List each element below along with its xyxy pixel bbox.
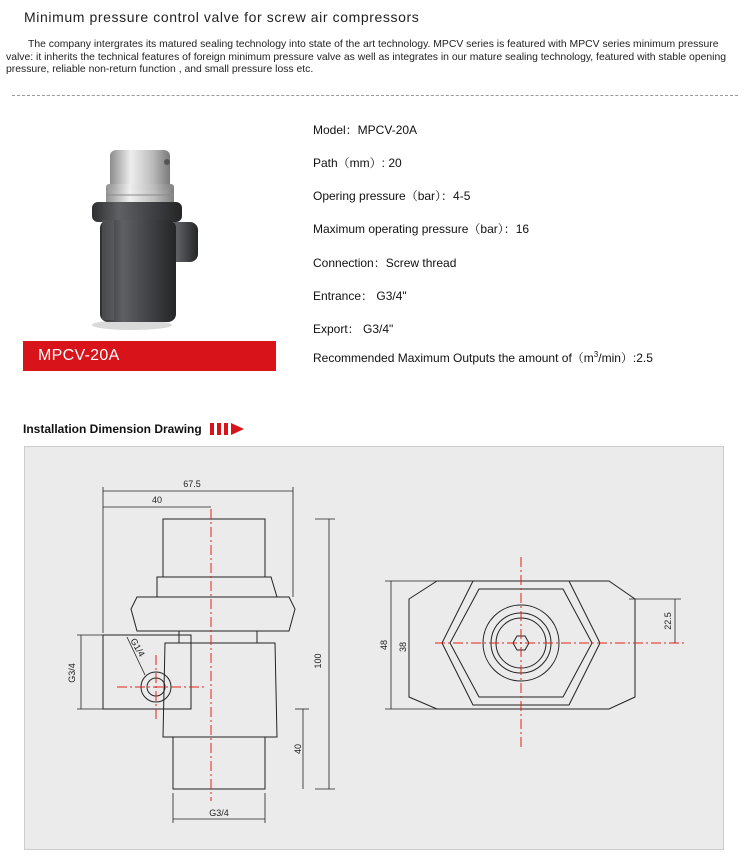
dashed-divider [12,95,738,96]
spec-recommended-output [313,349,653,366]
dim-top-inner: 38 [398,641,408,653]
model-label: MPCV-20A [38,347,120,364]
spec-recommended-suffix: /min）:2.5 [598,351,653,365]
section-arrow-icon [210,421,250,437]
dimension-drawing [25,447,725,851]
spec-path: Path（mm）: 20 [313,156,402,170]
dim-top-offset: 22.5 [663,612,673,630]
drawing-section-title: Installation Dimension Drawing [23,422,202,436]
model-label-bar [23,341,276,371]
dim-top-outer: 48 [379,639,389,651]
spec-entrance: Entrance： G3/4" [313,289,407,303]
page-title: Minimum pressure control valve for screw air compressors [24,9,420,25]
intro-paragraph: The company intergrates its matured sealing technology into state of the art technology. MPCV series is featured with MPCV series minimum pressure valve: it inherits the technical features of foreign minimum pressure valve as well as integrates in our mature sealing technology, featured with stable opening pressure, reliable non-return function , and small pressure loss etc. [6,39,727,76]
dim-overall-width: 67.5 [183,479,201,489]
dim-side-port: G3/4 [67,663,77,683]
product-photo [80,140,200,340]
spec-opening-pressure: Opering pressure（bar）：4-5 [313,189,471,203]
dim-bottom-port: G3/4 [209,808,229,818]
dim-upper-width: 40 [151,495,163,505]
spec-recommended-prefix: Recommended Maximum Outputs the amount of（m [313,351,594,365]
dim-gauge-port: G1/4 [128,636,147,659]
spec-max-operating-pressure: Maximum operating pressure（bar）：16 [313,222,530,236]
installation-drawing-panel [24,446,724,850]
spec-export: Export： G3/4" [313,322,394,336]
dim-height: 100 [313,653,323,669]
spec-model: Model：MPCV-20A [313,123,418,137]
spec-recommended-sup: 3 [593,350,599,359]
spec-connection: Connection：Screw thread [313,256,457,270]
dim-lower-height: 40 [293,743,303,755]
